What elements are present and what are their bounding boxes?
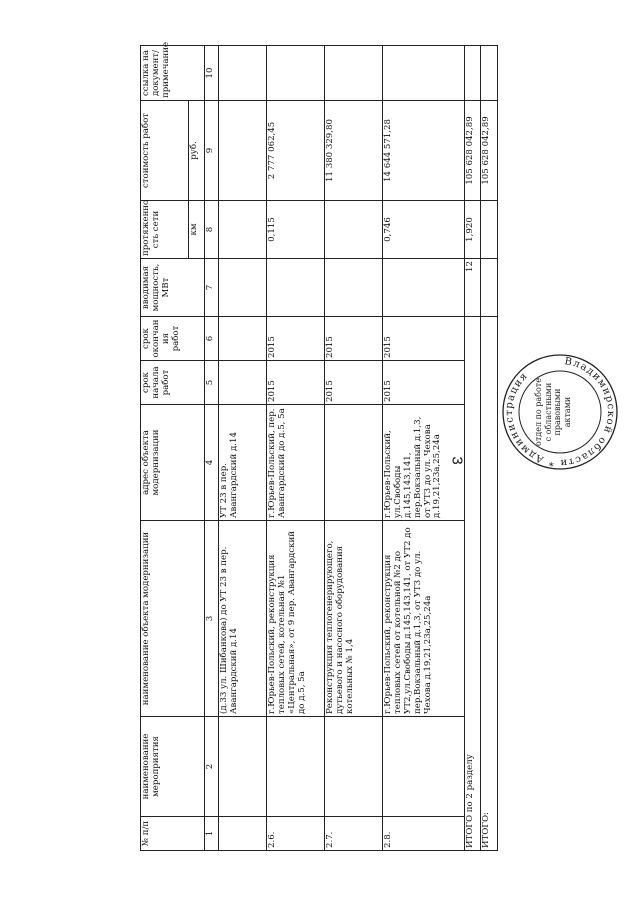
- stamp-ring-text: Владимирской области * Администрация: [503, 356, 617, 469]
- cell-length: [325, 201, 383, 259]
- cell-end: [219, 317, 267, 361]
- cell-cost: 2 777 062,45: [267, 101, 325, 201]
- table-row: [383, 46, 465, 851]
- stamp-center-text: отдел по работе с областными правовыми актами: [534, 378, 572, 446]
- table-row: [219, 46, 267, 851]
- total-section-cost: 105 628 042,89: [465, 101, 481, 201]
- cell-object: г.Юрьев-Польский, реконструкция тепловых сетей от котельной №2 до УТ2,ул.Свободы д.145,143,141, от УТ2 до пер.Вокзальный д.1,3, от УТ3 до ул. Чехова д.19,21,23а,25,24а: [383, 521, 465, 717]
- cell-num: [219, 817, 267, 851]
- header-object: наименование объекта модернизации: [141, 521, 205, 717]
- total-section-row: [465, 46, 481, 851]
- page-number: 3: [448, 456, 466, 465]
- empty-cell: [481, 46, 498, 101]
- header-event: наименование мероприятия: [141, 717, 205, 817]
- col-number: 7: [205, 259, 219, 317]
- col-number: 2: [205, 717, 219, 817]
- col-number: 9: [205, 101, 219, 201]
- cell-power: [325, 259, 383, 317]
- cell-end: 2015: [325, 317, 383, 361]
- cell-address: г.Юрьев-Польский, ул.Свободы д.145,143,141, пер.Вокзальный д.1,3, от УТ3 до ул. Чехова д.19,21,23а,25,24а: [383, 405, 465, 521]
- cell-link: [219, 46, 267, 101]
- cell-length: [219, 201, 267, 259]
- cell-start: 2015: [383, 361, 465, 405]
- total-section-length: 1,920: [465, 201, 481, 259]
- col-number: 5: [205, 361, 219, 405]
- cell-power: [383, 259, 465, 317]
- header-start: срок начала работ: [141, 361, 205, 405]
- total-section-power: 12: [465, 259, 481, 317]
- col-number: 10: [205, 46, 219, 101]
- cell-address: УТ 23 в пер. Авангардский д.14: [219, 405, 267, 521]
- cell-length: 0,115: [267, 201, 325, 259]
- cell-link: [325, 46, 383, 101]
- rotated-table-sheet: [140, 41, 497, 851]
- cell-length: 0,746: [383, 201, 465, 259]
- header-num: № п/п: [141, 817, 205, 851]
- cell-cost: 11 380 329,80: [325, 101, 383, 201]
- total-row: [481, 46, 498, 851]
- official-seal-stamp: [500, 352, 620, 472]
- col-number: 1: [205, 817, 219, 851]
- cell-event: [383, 717, 465, 817]
- cell-num: 2.7.: [325, 817, 383, 851]
- cell-start: 2015: [267, 361, 325, 405]
- cell-object: Реконструкция теплогенерирующего, дутьевого и насосного оборудования котельных № 1,4: [325, 521, 383, 717]
- cell-start: [219, 361, 267, 405]
- header-address: адрес объекта модернизации: [141, 405, 205, 521]
- table-row: [325, 46, 383, 851]
- cell-power: [267, 259, 325, 317]
- cell-cost: [219, 101, 267, 201]
- cell-link: [267, 46, 325, 101]
- col-number: 4: [205, 405, 219, 521]
- cell-address: [325, 405, 383, 521]
- cell-event: [325, 717, 383, 817]
- cell-event: [267, 717, 325, 817]
- cell-cost: 14 644 571,28: [383, 101, 465, 201]
- header-link: ссылка на документ/ примечание: [141, 46, 205, 101]
- header-power: вводимая мощность, МВт: [141, 259, 205, 317]
- empty-cell: [481, 259, 498, 317]
- cell-event: [219, 717, 267, 817]
- header-length: протяженно сть сети: [141, 201, 189, 259]
- header-end: срок окончан ия работ: [141, 317, 205, 361]
- cell-num: 2.6.: [267, 817, 325, 851]
- cell-object: (д.33 ул. Шибанкова) до УТ 23 в пер. Авангардский д.14: [219, 521, 267, 717]
- table-row: [267, 46, 325, 851]
- col-number: 6: [205, 317, 219, 361]
- cell-num: 2.8.: [383, 817, 465, 851]
- cell-address: г.Юрьев-Польский, пер. Авангардский до д.5, 5а: [267, 405, 325, 521]
- table-header-row: [141, 46, 189, 851]
- modernization-table: [140, 41, 498, 851]
- cell-link: [383, 46, 465, 101]
- cell-end: 2015: [267, 317, 325, 361]
- empty-cell: [465, 46, 481, 101]
- unit-length: км: [189, 201, 205, 259]
- cell-object: г.Юрьев-Польский, реконструкция тепловых сетей, котельная №1 «Центральная», от 9 пер. Авангардский до д.5, 5а: [267, 521, 325, 717]
- cell-end: 2015: [383, 317, 465, 361]
- total-label: ИТОГО:: [481, 317, 498, 851]
- cell-power: [219, 259, 267, 317]
- column-number-row: [205, 46, 219, 851]
- empty-cell: [481, 201, 498, 259]
- cell-start: 2015: [325, 361, 383, 405]
- col-number: 8: [205, 201, 219, 259]
- total-section-label: ИТОГО по 2 разделу: [465, 317, 481, 851]
- unit-cost: руб.: [189, 101, 205, 201]
- col-number: 3: [205, 521, 219, 717]
- header-cost: стоимость работ: [141, 101, 189, 201]
- total-cost: 105 628 042,89: [481, 101, 498, 201]
